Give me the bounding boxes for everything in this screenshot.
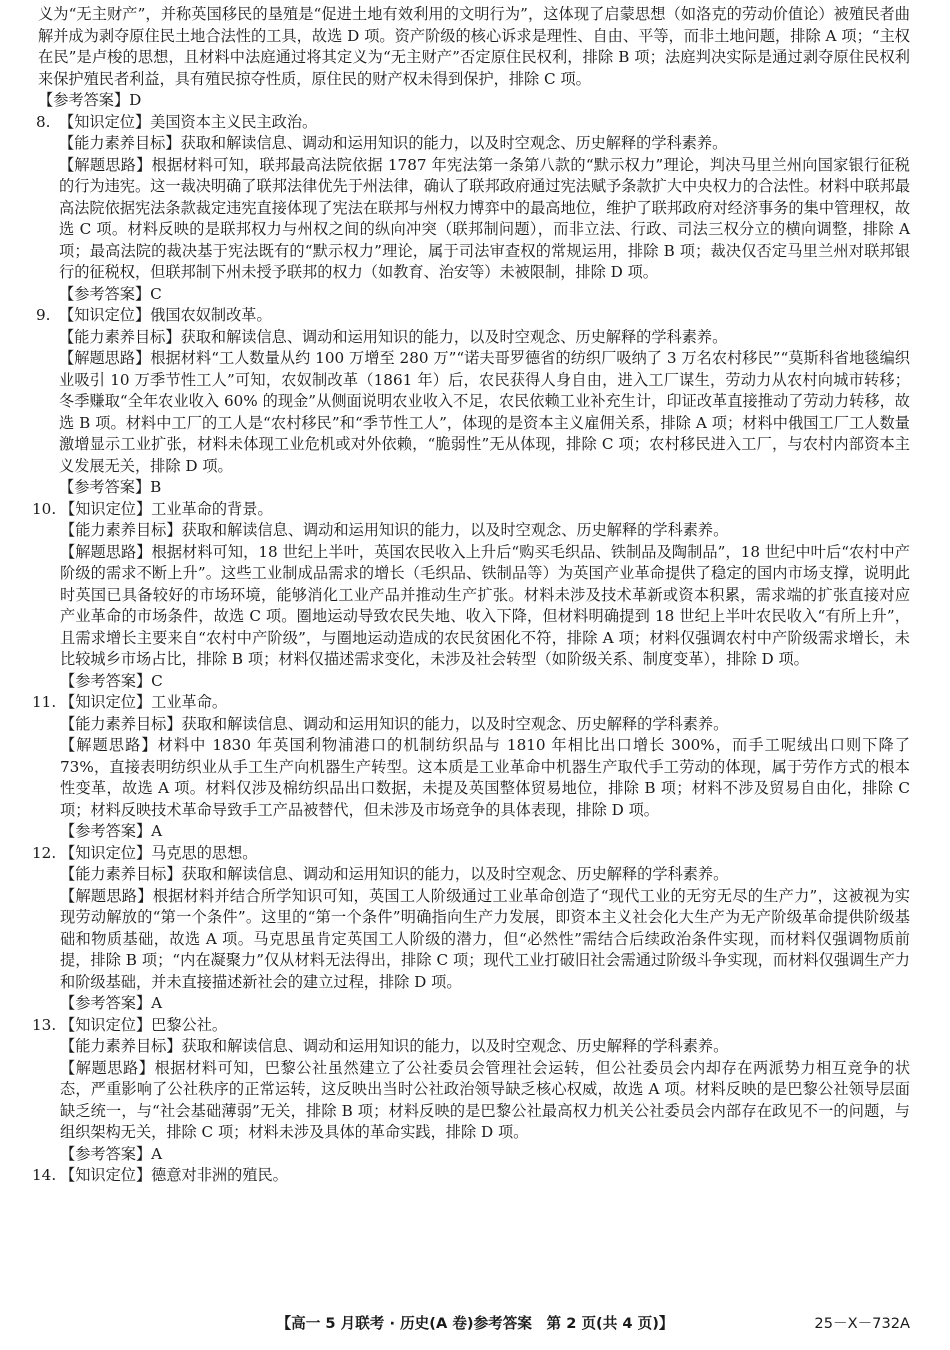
question-8	[38, 112, 910, 306]
reference-answer: 【参考答案】C	[60, 671, 163, 690]
question-10	[32, 499, 910, 693]
reference-answer: 【参考答案】A	[60, 1144, 163, 1163]
reference-answer: 【参考答案】C	[59, 284, 162, 303]
knowledge-point: 【知识定位】美国资本主义民主政治。	[59, 112, 318, 131]
solution-analysis: 【解题思路】根据材料可知，18 世纪上半叶，英国农民收入上升后“购买毛织品、铁制品及陶制品”，18 世纪中叶后“农村中产阶级的需求不断上升”。这些工业制成品需求的增长（毛织品、铁制品等）为英国产业革命提供了稳定的国内市场支撑，说明此时英国已具备较好的市场环境，能够消化工业产品并推动生产扩张。材料未涉及技术革新或资本积累，需求端的扩张直接对应产业革命的市场条件，故选 C 项。圈地运动导致农民失地、收入下降，但材料明确提到 18 世纪上半叶农民收入“有所上升”，且需求增长主要来自“农村中产阶级”，与圈地运动造成的农民贫困化不符，排除 A 项；材料仅强调农村中产阶级需求增长，未比较城乡市场占比，排除 B 项；材料仅描述需求变化，未涉及社会转型（如阶级关系、制度变革），排除 D 项。	[60, 542, 910, 668]
knowledge-point: 【知识定位】德意对非洲的殖民。	[60, 1166, 288, 1184]
solution-analysis: 【解题思路】材料中 1830 年英国利物浦港口的机制纺织品与 1810 年相比出口增长 300%，而手工呢绒出口则下降了 73%，直接表明纺织业从手工生产向机器生产转型。这本质是工业革命中机器生产取代手工劳动的体现，属于劳作方式的根本性变革，故选 A 项。材料仅涉及棉纺织品出口数据，未提及英国整体贸易地位，排除 B 项；材料不涉及贸易自由化，排除 C 项；材料反映技术革命导致手工产品被替代，但未涉及市场竞争的具体表现，排除 D 项。	[60, 736, 910, 819]
question-number: 10.	[32, 499, 57, 518]
solution-analysis: 【解题思路】根据材料可知，巴黎公社虽然建立了公社委员会管理社会运转，但公社委员会内却存在两派势力相互竞争的状态，严重影响了公社秩序的正常运转，这反映出当时公社政治领导缺乏核心权威，故选 A 项。材料反映的是巴黎公社领导层面缺乏统一，与“社会基础薄弱”无关，排除 B 项；材料反映的是巴黎公社最高权力机关公社委员会内部存在政见不一的问题，与组织架构无关，排除 C 项；材料未涉及具体的革命实践，排除 D 项。	[60, 1058, 910, 1141]
ability-goal: 【能力素养目标】获取和解读信息、调动和运用知识的能力，以及时空观念、历史解释的学科素养。	[60, 1037, 729, 1055]
question-number: 8.	[36, 112, 51, 131]
question-number: 11.	[32, 693, 57, 711]
ability-goal: 【能力素养目标】获取和解读信息、调动和运用知识的能力，以及时空观念、历史解释的学科素养。	[60, 714, 729, 733]
question-11	[32, 692, 910, 843]
question-number: 13.	[32, 1015, 57, 1034]
solution-analysis: 【解题思路】根据材料并结合所学知识可知，英国工人阶级通过工业革命创造了“现代工业的无穷无尽的生产力”，这被视为实现劳动解放的“第一个条件”。这里的“第一个条件”明确指向生产力发展，即资本主义社会化大生产为无产阶级革命提供阶级基础和物质基础，故选 A 项。马克思虽肯定英国工人阶级的潜力，但“必然性”需结合后续政治条件实现，而材料仅强调物质前提，排除 B 项；“内在凝聚力”仅从材料无法得出，排除 C 项；现代工业打破旧社会需通过阶级斗争实现，而材料仅强调生产力和阶级基础，并未直接描述新社会的建立过程，排除 D 项。	[60, 886, 910, 991]
q7-analysis-continued: 义为“无主财产”，并称英国移民的垦殖是“促进土地有效利用的文明行为”，这体现了启蒙思想（如洛克的劳动价值论）被殖民者曲解并成为剥夺原住民土地合法性的工具，故选 D 项。资产阶级的核心诉求是理性、自由、平等，而非土地问题，排除 A 项；“主权在民”是卢梭的思想，且材料中法庭通过将其定义为“无主财产”否定原住民权利，排除 B 项；法庭判决实际是通过剥夺原住民权利来保护殖民者利益，具有殖民掠夺性质，原住民的财产权未得到保护，排除 C 项。	[38, 5, 910, 88]
question-number: 12.	[32, 843, 57, 862]
question-9	[38, 305, 910, 499]
footer-code: 25－X－732A	[814, 1315, 910, 1332]
reference-answer: 【参考答案】B	[59, 478, 162, 496]
question-14	[32, 1165, 910, 1187]
footer-title: 【高一 5 月联考 · 历史(A 卷)参考答案 第 2 页(共 4 页)】	[276, 1315, 674, 1332]
question-12	[32, 843, 910, 1015]
knowledge-point: 【知识定位】巴黎公社。	[60, 1015, 228, 1034]
knowledge-point: 【知识定位】工业革命。	[60, 693, 228, 711]
reference-answer: 【参考答案】A	[60, 822, 163, 840]
ability-goal: 【能力素养目标】获取和解读信息、调动和运用知识的能力，以及时空观念、历史解释的学科素养。	[59, 134, 728, 152]
knowledge-point: 【知识定位】马克思的思想。	[60, 843, 258, 862]
reference-answer: 【参考答案】A	[60, 994, 163, 1012]
solution-analysis: 【解题思路】根据材料可知，联邦最高法院依据 1787 年宪法第一条第八款的“默示权力”理论，判决马里兰州向国家银行征税的行为违宪。这一裁决明确了联邦法律优先于州法律，确认了联邦政府通过宪法赋予条款扩大中央权力的合法性。材料中联邦最高法院依据宪法条款裁定违宪直接体现了宪法在联邦与州权力博弈中的最高地位，维护了联邦政府对经济事务的集中管理权，故选 C 项。材料反映的是联邦权力与州权之间的纵向冲突（联邦制问题），而非立法、行政、司法三权分立的横向调整，排除 A 项；最高法院的裁决基于宪法既有的“默示权力”理论，属于司法审查权的常规运用，排除 B 项；裁决仅否定马里兰州对联邦银行的征税权，但联邦制下州未授予联邦的权力（如教育、治安等）未被限制，排除 D 项。	[59, 155, 910, 281]
knowledge-point: 【知识定位】俄国农奴制改革。	[59, 306, 272, 324]
question-13	[32, 1015, 910, 1166]
knowledge-point: 【知识定位】工业革命的背景。	[60, 499, 273, 518]
q7-answer: 【参考答案】D	[38, 91, 142, 109]
ability-goal: 【能力素养目标】获取和解读信息、调动和运用知识的能力，以及时空观念、历史解释的学科素养。	[60, 521, 729, 539]
ability-goal: 【能力素养目标】获取和解读信息、调动和运用知识的能力，以及时空观念、历史解释的学科素养。	[60, 865, 729, 883]
question-number: 14.	[32, 1166, 57, 1184]
q7-continuation	[38, 4, 910, 112]
ability-goal: 【能力素养目标】获取和解读信息、调动和运用知识的能力，以及时空观念、历史解释的学科素养。	[59, 327, 728, 346]
question-number: 9.	[36, 306, 51, 324]
solution-analysis: 【解题思路】根据材料“工人数量从约 100 万增至 280 万”“诺夫哥罗德省的纺织厂吸纳了 3 万名农村移民”“莫斯科省地毯编织业吸引 10 万季节性工人”可知，农奴制改革（1861 年）后，农民获得人身自由，进入工厂谋生，劳动力从农村向城市转移；冬季赚取“全年农业收入 60% 的现金”从侧面说明农业收入不足，农民依赖工业补充生计，印证改革直接推动了劳动力转移，故选 B 项。材料中工厂的工人是“农村移民”和“季节性工人”，体现的是资本主义雇佣关系，排除 A 项；材料中俄国工厂工人数量激增显示工业扩张，材料未体现工业危机或对外依赖，“脆弱性”无从体现，排除 C 项；农村移民进入工厂，与农村内部资本主义发展无关，排除 D 项。	[59, 349, 910, 475]
